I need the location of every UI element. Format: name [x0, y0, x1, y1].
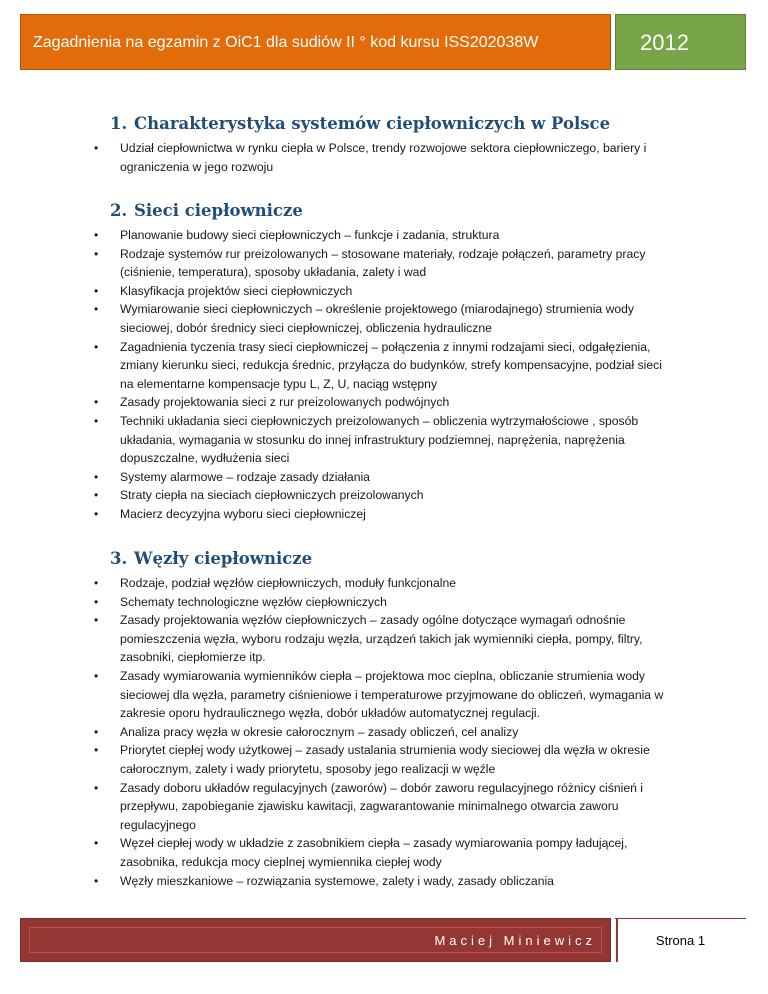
header-title: Zagadnienia na egzamin z OiC1 dla sudiów II ° kod kursu ISS202038W [20, 14, 611, 70]
list-item: • Schematy technologiczne węzłów ciepłowniczych [90, 593, 670, 612]
list-item: • Zasady wymiarowania wymienników ciepła – projektowa moc cieplna, obliczanie strumienia wody sieciowej dla węzła, parametry ciśnieniowe i temperaturowe przyjmowane do obliczeń, wymagania w zakresie oporu hydraulicznego węzła, dobór układów automatycznej regulacji. [90, 667, 670, 723]
footer-author-band [20, 918, 611, 962]
page-number: Strona 1 [615, 918, 746, 962]
list-item: • Zasady doboru układów regulacyjnych (zaworów) – dobór zaworu regulacyjnego różnicy ciśnień i przepływu, zapobieganie zjawisku kawitacji, zagwarantowanie minimalnego otwarcia zaworu regulacyjnego [90, 779, 670, 835]
list-item: • Macierz decyzyjna wyboru sieci ciepłowniczej [90, 505, 670, 524]
list-item: • Systemy alarmowe – rodzaje zasady działania [90, 468, 670, 487]
section-1 [110, 113, 670, 176]
section-number: 3. [110, 549, 128, 568]
section-heading [110, 548, 670, 570]
section-3 [110, 548, 670, 890]
list-item: • Klasyfikacja projektów sieci ciepłowniczych [90, 282, 670, 301]
section-title: Węzły ciepłownicze [134, 549, 313, 568]
list-item: • Analiza pracy węzła w okresie całorocznym – zasady obliczeń, cel analizy [90, 723, 670, 742]
list-item: • Udział ciepłownictwa w rynku ciepła w Polsce, trendy rozwojowe sektora ciepłowniczego, bariery i ograniczenia w jego rozwoju [90, 139, 670, 176]
list-item: • Wymiarowanie sieci ciepłowniczych – określenie projektowego (miarodajnego) strumienia wody sieciowej, dobór średnicy sieci ciepłowniczej, obliczenia hydrauliczne [90, 300, 670, 337]
header-year: 2012 [615, 14, 746, 70]
section-3-list [110, 574, 670, 890]
section-2-list [110, 226, 670, 524]
list-item: • Węzeł ciepłej wody w układzie z zasobnikiem ciepła – zasady wymiarowania pompy ładującej, zasobnika, redukcja mocy cieplnej wymiennika ciepłej wody [90, 834, 670, 871]
section-title: Sieci ciepłownicze [134, 201, 303, 220]
list-item: • Rodzaje, podział węzłów ciepłowniczych, moduły funkcjonalne [90, 574, 670, 593]
section-number: 1. [110, 114, 128, 133]
footer-author: Maciej Miniewicz [434, 933, 596, 948]
list-item: • Planowanie budowy sieci ciepłowniczych – funkcje i zadania, struktura [90, 226, 670, 245]
section-2 [110, 200, 670, 524]
list-item: • Priorytet ciepłej wody użytkowej – zasady ustalania strumienia wody sieciowej dla węzła w okresie całorocznym, zalety i wady priorytetu, sposoby jego realizacji w węźle [90, 741, 670, 778]
section-heading [110, 113, 670, 135]
page-footer [20, 918, 746, 962]
section-title: Charakterystyka systemów ciepłowniczych w Polsce [134, 114, 611, 133]
section-1-list [110, 139, 670, 176]
list-item: • Zasady projektowania węzłów ciepłowniczych – zasady ogólne dotyczące wymagań odnośnie pomieszczenia węzła, wyboru rodzaju węzła, urządzeń takich jak wymienniki ciepła, pompy, filtry, zasobniki, ciepłomierze itp. [90, 611, 670, 667]
list-item: • Zasady projektowania sieci z rur preizolowanych podwójnych [90, 393, 670, 412]
page-header [20, 14, 746, 70]
list-item: • Techniki układania sieci ciepłowniczych preizolowanych – obliczenia wytrzymałościowe , sposób układania, wymagania w stosunku do innej infrastruktury podziemnej, naprężenia, naprężenia dopuszczalne, wydłużenia sieci [90, 412, 670, 468]
list-item: • Straty ciepła na sieciach ciepłowniczych preizolowanych [90, 486, 670, 505]
section-heading [110, 200, 670, 222]
list-item: • Zagadnienia tyczenia trasy sieci ciepłowniczej – połączenia z innymi rodzajami sieci, odgałęzienia, zmiany kierunku sieci, redukcja średnic, przyłącza do budynków, strefy kompensacyjne, podział sieci na elementarne kompensacje typu L, Z, U, naciąg wstępny [90, 338, 670, 394]
list-item: • Węzły mieszkaniowe – rozwiązania systemowe, zalety i wady, zasady obliczania [90, 872, 670, 891]
section-number: 2. [110, 201, 128, 220]
list-item: • Rodzaje systemów rur preizolowanych – stosowane materiały, rodzaje połączeń, parametry pracy (ciśnienie, temperatura), sposoby układania, zalety i wad [90, 245, 670, 282]
